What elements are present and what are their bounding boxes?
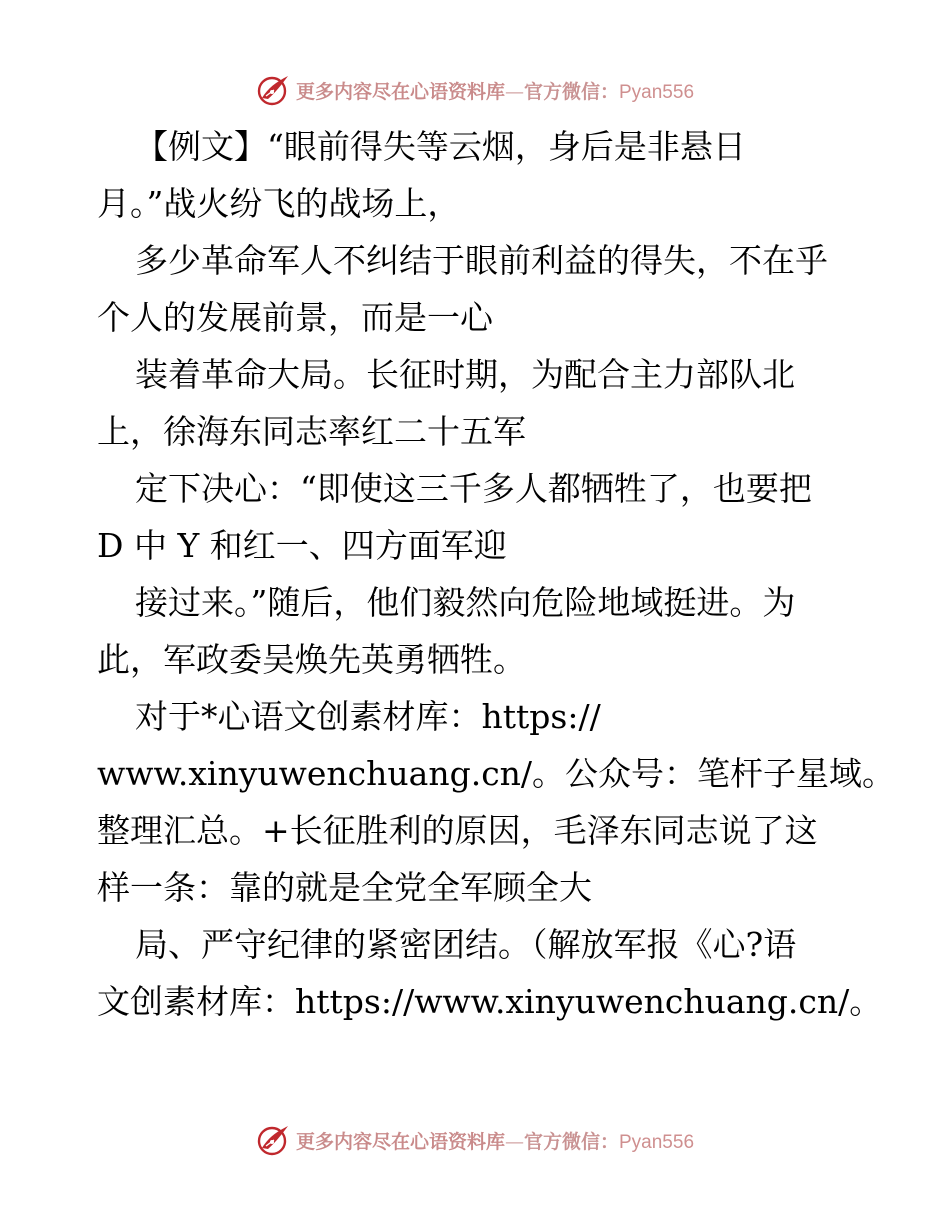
body-text-line: 月。”战火纷飞的战场上，	[97, 184, 461, 223]
body-text-line: 局、严守纪律的紧密团结。（解放军报《心?语	[135, 925, 797, 964]
body-text-line: 样一条：靠的就是全党全军顾全大	[97, 868, 592, 907]
watermark-dash: —	[504, 1130, 524, 1153]
watermark-brand: 更多内容尽在心语资料库	[295, 1130, 505, 1153]
watermark-dash: —	[504, 80, 524, 103]
body-text-line: 上，徐海东同志率红二十五军	[97, 412, 526, 451]
body-text-line: 定下决心：“即使这三千多人都牺牲了，也要把	[135, 469, 812, 508]
body-text-line: 接过来。”随后，他们毅然向危险地域挺进。为	[135, 583, 796, 622]
body-text-line: 整理汇总。+长征胜利的原因，毛泽东同志说了这	[97, 811, 818, 850]
body-text-line: 对于*心语文创素材库：https://	[135, 697, 601, 736]
pen-nib-logo-icon	[256, 72, 292, 108]
document-body	[97, 118, 896, 1030]
body-text-line: 【例文】“眼前得失等云烟，身后是非悬日	[135, 127, 746, 166]
watermark-wechat-label: 官方微信：	[523, 1130, 619, 1153]
body-text-line: 多少革命军人不纠结于眼前利益的得失，不在乎	[135, 241, 828, 280]
body-text-line: 此，军政委吴焕先英勇牺牲。	[97, 640, 526, 679]
header-watermark-banner	[0, 70, 950, 110]
body-text-line: 文创素材库：https://www.xinyuwenchuang.cn/。	[97, 982, 883, 1021]
watermark-text	[296, 1127, 694, 1154]
watermark-brand: 更多内容尽在心语资料库	[295, 80, 505, 103]
body-text-line: D 中 Y 和红一、四方面军迎	[97, 526, 507, 565]
body-text-line: 装着革命大局。长征时期，为配合主力部队北	[135, 355, 795, 394]
watermark-wechat-label: 官方微信：	[523, 80, 619, 103]
watermark-wechat-id: Pyan556	[619, 81, 695, 103]
body-text-line: www.xinyuwenchuang.cn/。公众号：笔杆子星域。	[97, 754, 896, 793]
watermark-wechat-id: Pyan556	[619, 1131, 695, 1153]
body-text-line: 个人的发展前景，而是一心	[97, 298, 493, 337]
watermark-text	[296, 77, 694, 104]
pen-nib-logo-icon	[256, 1122, 292, 1158]
footer-watermark-banner	[0, 1120, 950, 1160]
